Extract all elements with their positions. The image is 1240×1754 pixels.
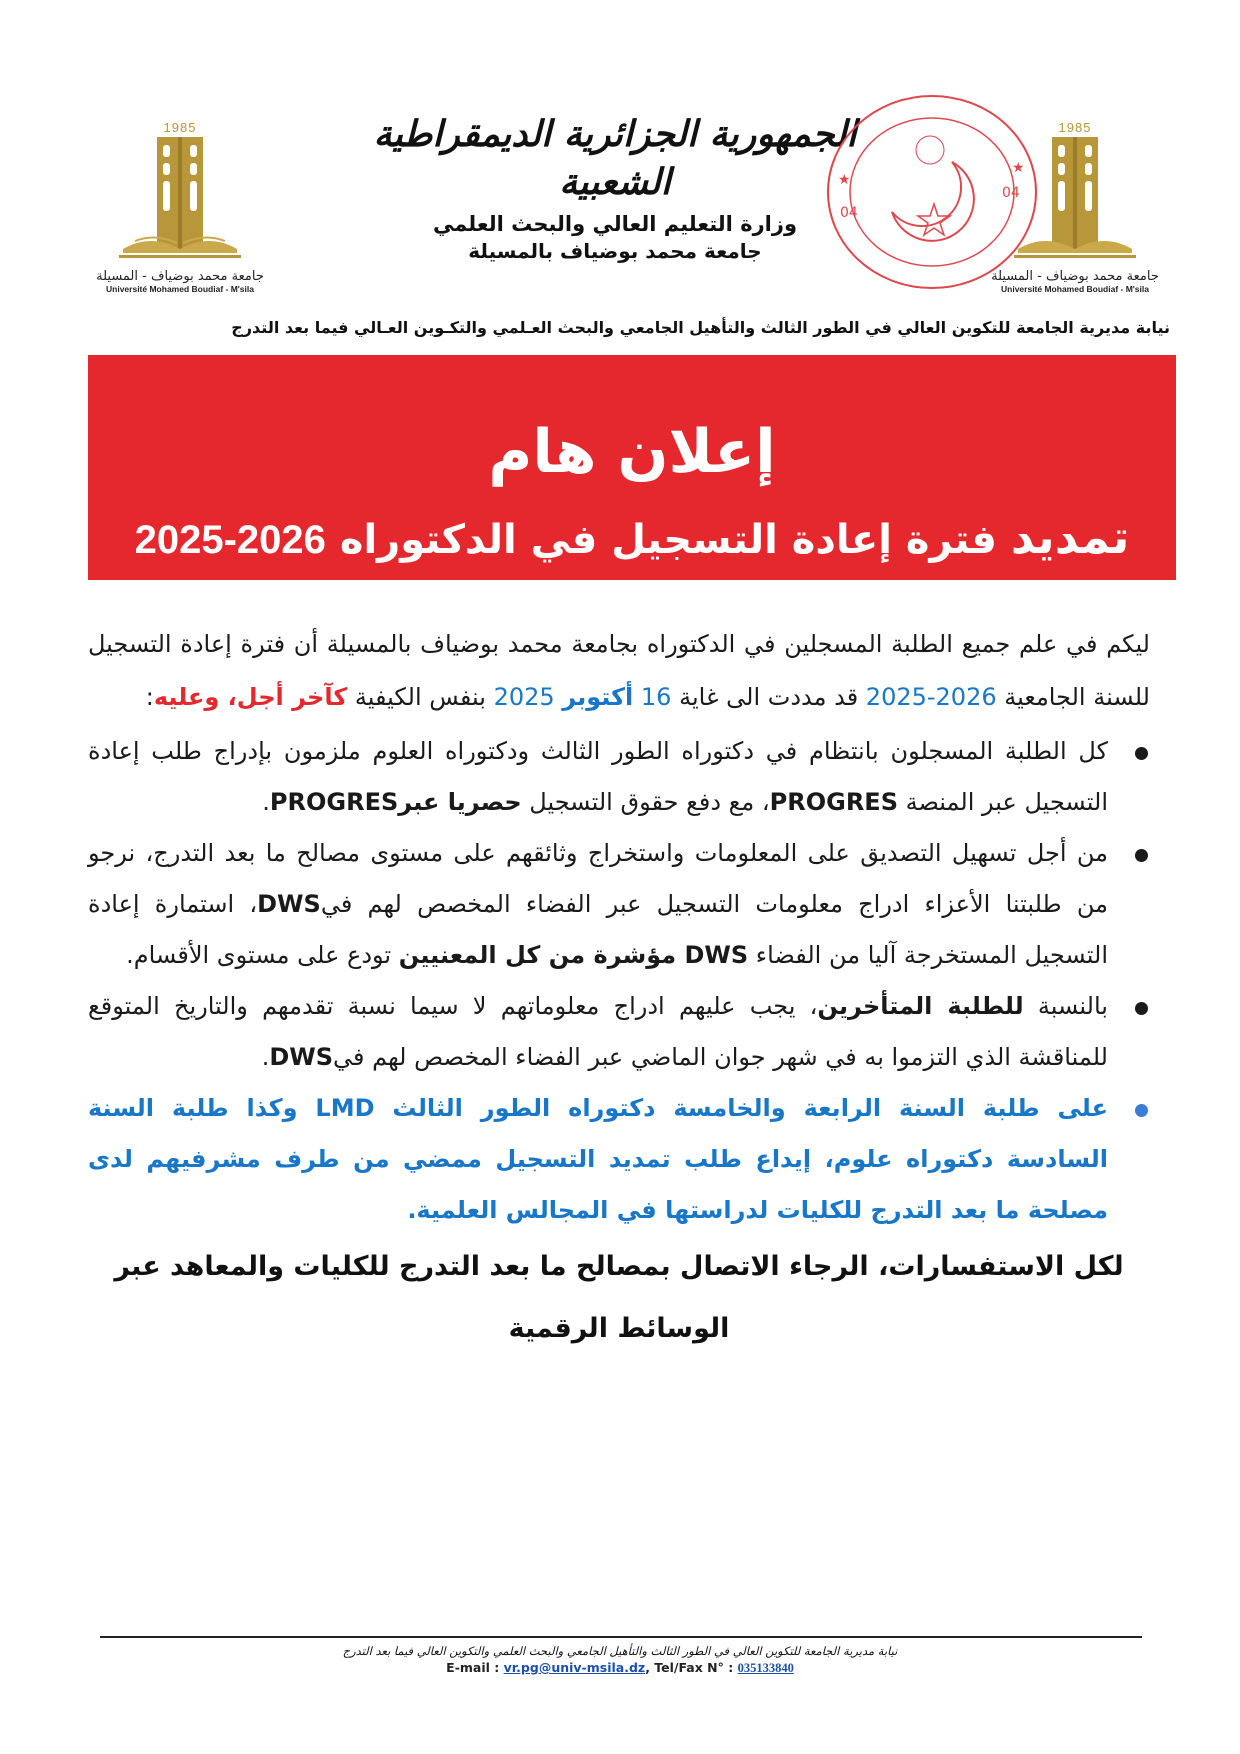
republic-title: الجمهورية الجزائرية الديمقراطية الشعبية [373, 113, 857, 203]
svg-text:04: 04 [1002, 185, 1020, 201]
logo-caption-ar: جامعة محمد بوضياف - المسيلة [991, 269, 1159, 284]
footer-office: نيابة مديرية الجامعة للتكوين العالي في الطور الثالث والتأهيل الجامعي والبحث العلمي والتكوين العالي فيما بعد التدرج [342, 1644, 898, 1658]
deadline-year: 2025 [493, 683, 555, 711]
page-footer [0, 1644, 1240, 1676]
bullet-icon [1135, 849, 1148, 862]
last-deadline: كآخر أجل، وعليه [153, 683, 348, 711]
bullet-icon [1135, 747, 1148, 760]
svg-text:★: ★ [838, 172, 851, 188]
announcement-subtitle [88, 509, 1176, 568]
footer-contact: E-mail : vr.pg@univ-msila.dz, Tel/Fax N° : 035133840 [446, 1660, 794, 1675]
logo-caption-fr: Université Mohamed Boudiaf - M'sila [1001, 284, 1149, 294]
intro-paragraph: ليكم في علم جميع الطلبة المسجلين في الدكتوراه بجامعة محمد بوضياف بالمسيلة أن فترة إعادة التسجيل للسنة الجامعية 2025-2026 قد مددت الى غاية 16 أكتوبر 2025 بنفس الكيفية كآخر أجل، وعليه: [88, 630, 1150, 711]
deadline-day: 16 [640, 683, 672, 711]
ministry-name: وزارة التعليم العالي والبحث العلمي [432, 212, 798, 236]
list-item: بالنسبة للطلبة المتأخرين، يجب عليهم ادراج معلوماتهم لا سيما نسبة تقدمهم والتاريخ المتوقع للمناقشة الذي التزموا به في شهر جوان الماضي عبر الفضاء المخصص لهم فيDWS. [88, 981, 1150, 1083]
university-tower-icon [105, 137, 255, 267]
subtitle-extension: تمديد [1010, 510, 1130, 564]
bullet-icon [1135, 1002, 1148, 1015]
university-logo-left [80, 108, 280, 298]
footer-divider [100, 1636, 1142, 1638]
logo-year: 1985 [163, 120, 197, 135]
requirements-list [88, 726, 1150, 1236]
university-name: جامعة محمد بوضياف بالمسيلة [468, 239, 762, 263]
phone-link[interactable]: 035133840 [737, 1661, 794, 1675]
logo-caption-fr: Université Mohamed Boudiaf - M'sila [106, 284, 254, 294]
university-tower-icon [1000, 137, 1150, 267]
list-item: من أجل تسهيل التصديق على المعلومات واستخراج وثائقهم على مستوى مصالح ما بعد التدرج، نرجو من طلبتنا الأعزاء ادراج معلومات التسجيل عبر الفضاء المخصص لهم فيDWS، استمارة إعادة التسجيل المستخرجة آليا من الفضاء DWS مؤشرة من كل المعنيين تودع على مستوى الأقسام. [88, 828, 1150, 981]
email-link[interactable]: vr.pg@univ-msila.dz [503, 1660, 646, 1675]
logo-caption-ar: جامعة محمد بوضياف - المسيلة [96, 269, 264, 284]
closing-note: لكل الاستفسارات، الرجاء الاتصال بمصالح ما بعد التدرج للكليات والمعاهد عبر الوسائط الرقمية [114, 1251, 1124, 1344]
document-header [335, 110, 895, 264]
logo-year: 1985 [1058, 120, 1092, 135]
list-item: على طلبة السنة الرابعة والخامسة دكتوراه الطور الثالث LMD وكذا طلبة السنة السادسة دكتوراه علوم، إيداع طلب تمديد التسجيل ممضي من طرف مشرفيهم لدى مصلحة ما بعد التدرج للكليات لدراستها في المجالس العلمية. [88, 1083, 1150, 1236]
subtitle-text: فترة إعادة التسجيل في الدكتوراه [339, 517, 997, 563]
university-logo-right [985, 108, 1165, 298]
vice-rectorate-title: نيابة مديرية الجامعة للتكوين العالي في الطور الثالث والتأهيل الجامعي والبحث العـلمي والتكـوين العـالي فيما بعد التدرج [231, 318, 1170, 337]
announcement-title: إعلان هام [488, 417, 776, 487]
list-item: كل الطلبة المسجلون بانتظام في دكتوراه الطور الثالث ودكتوراه العلوم ملزمون بإدراج طلب إعادة التسجيل عبر المنصة PROGRES، مع دفع حقوق التسجيل حصريا عبرPROGRES. [88, 726, 1150, 828]
announcement-body [88, 618, 1150, 1360]
academic-year: 2025-2026 [865, 683, 997, 711]
announcement-banner [88, 355, 1176, 580]
deadline-month: أكتوبر [562, 683, 634, 711]
subtitle-years: 2025-2026 [134, 518, 326, 562]
bullet-icon [1135, 1104, 1148, 1117]
svg-text:04: 04 [840, 205, 858, 221]
svg-text:★: ★ [1012, 160, 1025, 176]
